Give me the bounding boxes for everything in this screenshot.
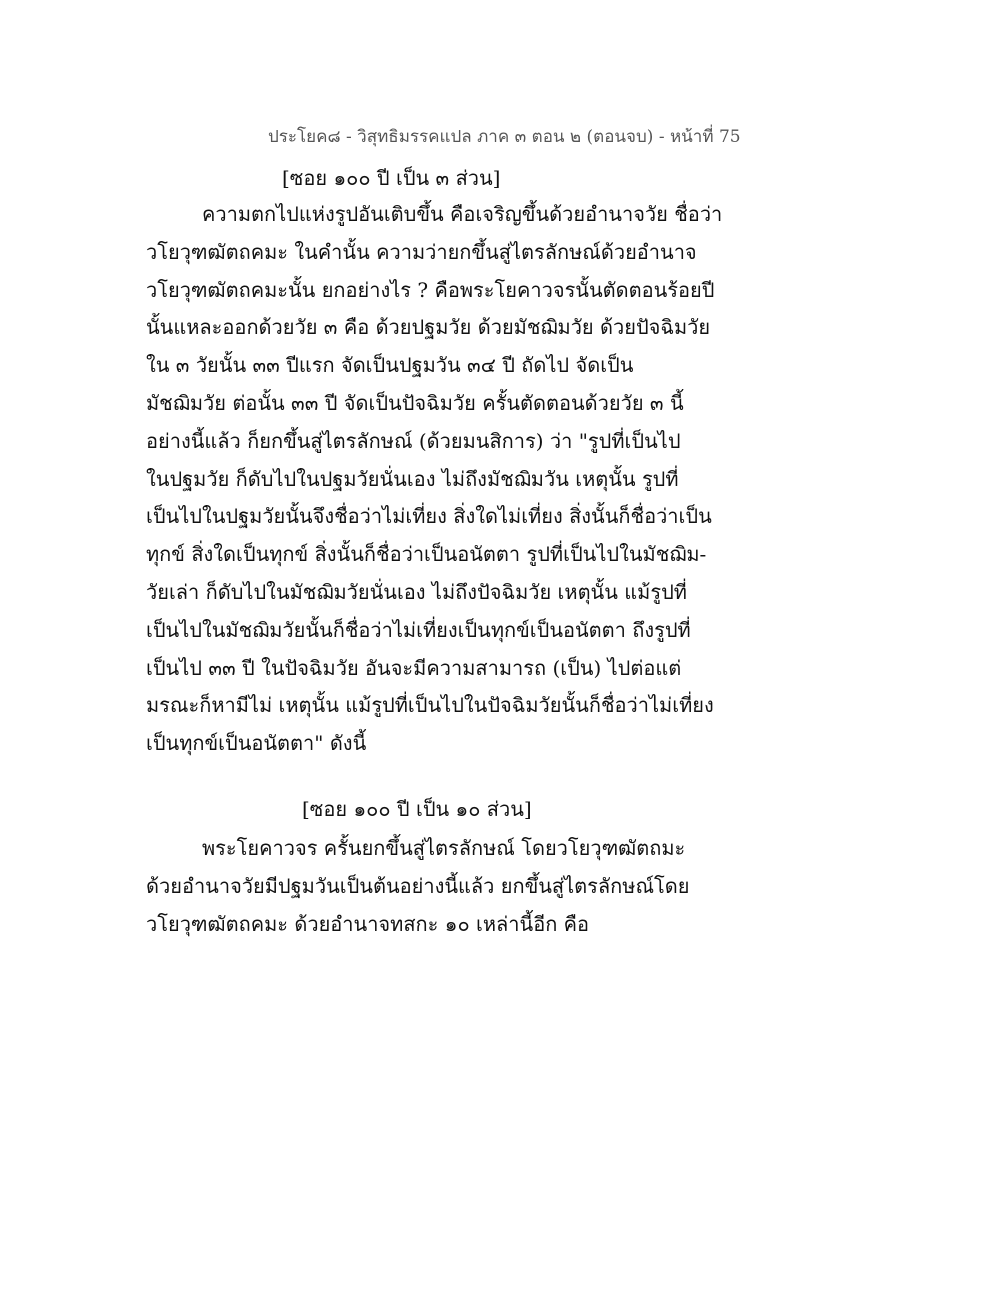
text-line: เป็นทุกข์เป็นอนัตตา" ดังนี้ — [146, 731, 367, 756]
text-line: วโยวุฑฒัตถคมะ ด้วยอำนาจทสกะ ๑๐ เหล่านี้อีก คือ — [146, 911, 590, 936]
text-line: อย่างนี้แล้ว ก็ยกขึ้นสู่ไตรลักษณ์ (ด้วยมนสิการ) ว่า "รูปที่เป็นไป — [146, 428, 681, 453]
text-line: พระโยคาวจร ครั้นยกขึ้นสู่ไตรลักษณ์ โดยวโยวุฑฒัตถมะ — [202, 836, 686, 860]
paragraph — [146, 830, 706, 943]
text-line: เป็นไป ๓๓ ปี ในปัจฉิมวัย อันจะมีความสามารถ (เป็น) ไปต่อแต่ — [146, 655, 682, 680]
text-line: เป็นไปในมัชฌิมวัยนั้นก็ชื่อว่าไม่เที่ยงเป็นทุกข์เป็นอนัตตา ถึงรูปที่ — [146, 617, 691, 642]
paragraph — [146, 196, 723, 763]
text-line: ด้วยอำนาจวัยมีปฐมวันเป็นต้นอย่างนี้แล้ว ยกขึ้นสู่ไตรลักษณ์โดย — [146, 873, 690, 898]
text-line: วโยวุฑฒัตถคมะ ในคำนั้น ความว่ายกขึ้นสู่ไตรลักษณ์ด้วยอำนาจ — [146, 239, 697, 264]
text-line: มรณะก็หามีไม่ เหตุนั้น แม้รูปที่เป็นไปในปัจฉิมวัยนั้นก็ชื่อว่าไม่เที่ยง — [146, 693, 714, 718]
text-line: ทุกข์ สิ่งใดเป็นทุกข์ สิ่งนั้นก็ชื่อว่าเป็นอนัตตา รูปที่เป็นไปในมัชฌิม- — [146, 542, 707, 567]
text-line: นั้นแหละออกด้วยวัย ๓ คือ ด้วยปฐมวัย ด้วยมัชฌิมวัย ด้วยปัจฉิมวัย — [146, 315, 711, 340]
text-line: มัชฌิมวัย ต่อนั้น ๓๓ ปี จัดเป็นปัจฉิมวัย ครั้นตัดตอนด้วยวัย ๓ นี้ — [146, 390, 684, 415]
text-line: วัยเล่า ก็ดับไปในมัชฌิมวัยนั่นเอง ไม่ถึงปัจฉิมวัย เหตุนั้น แม้รูปที่ — [146, 579, 687, 604]
text-line: ใน ๓ วัยนั้น ๓๓ ปีแรก จัดเป็นปฐมวัน ๓๔ ปี ถัดไป จัดเป็น — [146, 353, 634, 378]
running-header: ประโยค๘ - วิสุทธิมรรคแปล ภาค ๓ ตอน ๒ (ตอนจบ) - หน้าที่ 75 — [268, 127, 741, 147]
section-heading: [ซอย ๑๐๐ ปี เป็น ๑๐ ส่วน] — [302, 797, 532, 821]
text-line: ความตกไปแห่งรูปอันเติบขึ้น คือเจริญขึ้นด้วยอำนาจวัย ชื่อว่า — [202, 202, 723, 226]
section-heading: [ซอย ๑๐๐ ปี เป็น ๓ ส่วน] — [282, 166, 501, 190]
text-line: วโยวุฑฒัตถคมะนั้น ยกอย่างไร ? คือพระโยคาวจรนั้นตัดตอนร้อยปี — [146, 277, 715, 302]
text-line: เป็นไปในปฐมวัยนั้นจึงชื่อว่าไม่เที่ยง สิ่งใดไม่เที่ยง สิ่งนั้นก็ชื่อว่าเป็น — [146, 504, 712, 529]
text-line: ในปฐมวัย ก็ดับไปในปฐมวัยนั่นเอง ไม่ถึงมัชฌิมวัน เหตุนั้น รูปที่ — [146, 466, 679, 491]
